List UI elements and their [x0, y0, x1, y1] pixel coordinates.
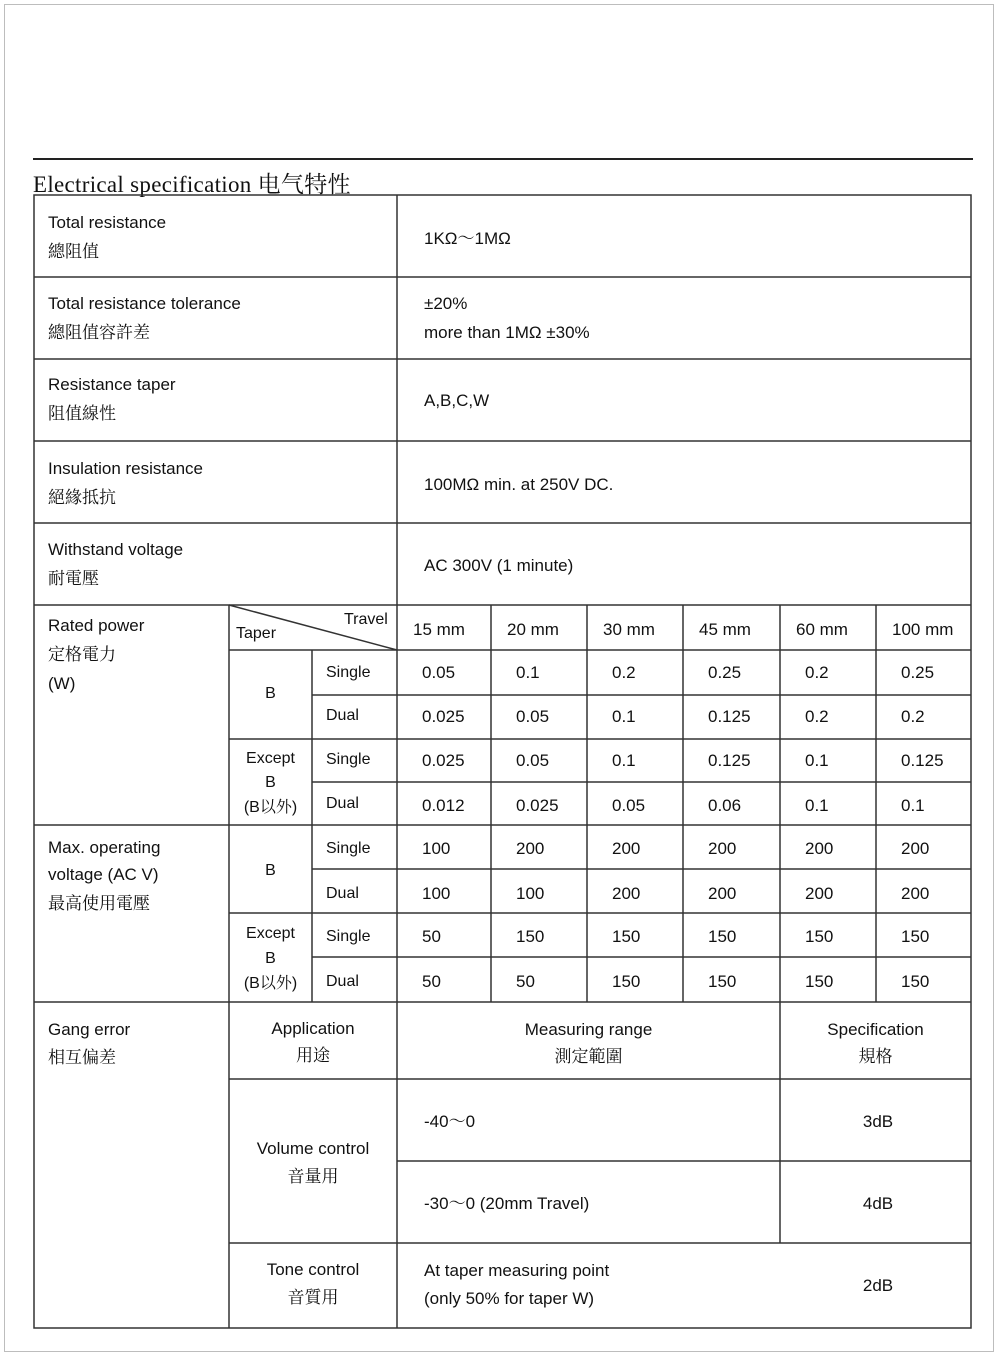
volume-range-1: -40～0 [424, 1112, 476, 1131]
travel-header-4: 60 mm [796, 620, 848, 639]
volume-spec-1: 3dB [862, 1112, 894, 1131]
max-voltage-label-zh: 最高使用電壓 [48, 894, 150, 913]
mv-eb-dual-cell-5: 150 [901, 972, 930, 991]
mv-b-dual-cell-2: 200 [612, 884, 641, 903]
rp-eb-dual-label: Dual [326, 795, 359, 812]
rp-eb-dual-cell-2: 0.05 [612, 796, 646, 815]
rated-power-label-en: Rated power [48, 616, 145, 635]
mv-eb-dual-label: Dual [326, 973, 359, 990]
tone-range-1: At taper measuring point [424, 1261, 610, 1280]
rp-b-single-cell-5: 0.25 [901, 663, 935, 682]
page-title: Electrical specification 电气特性 [33, 172, 351, 197]
mv-eb-single-cell-2: 150 [612, 927, 641, 946]
rp-eb-dual-cell-5: 0.1 [901, 796, 925, 815]
taper-label-zh: 阻值線性 [48, 404, 116, 423]
insulation-label-zh: 絕緣抵抗 [48, 488, 116, 507]
mv-b-dual-cell-0: 100 [422, 884, 451, 903]
travel-header-5: 100 mm [892, 620, 954, 639]
insulation-label-en: Insulation resistance [48, 459, 203, 478]
rp-b-single-cell-1: 0.1 [516, 663, 540, 682]
mv-eb-single-cell-3: 150 [708, 927, 737, 946]
rp-b-dual-cell-5: 0.2 [901, 707, 925, 726]
mv-eb-single-cell-5: 150 [901, 927, 930, 946]
volume-control-en: Volume control [256, 1139, 370, 1158]
header-travel: Travel [344, 611, 388, 628]
tolerance-label-en: Total resistance tolerance [48, 294, 241, 313]
tolerance-value-2: more than 1MΩ ±30% [424, 323, 590, 342]
mv-group-except-1: Except [246, 925, 295, 942]
mv-eb-dual-cell-2: 150 [612, 972, 641, 991]
mv-b-single-cell-5: 200 [901, 839, 930, 858]
mv-b-dual-cell-1: 100 [516, 884, 545, 903]
mv-group-b: B [265, 862, 276, 879]
mv-b-single-cell-2: 200 [612, 839, 641, 858]
gang-error-label-zh: 相互偏差 [48, 1048, 116, 1067]
mv-b-single-cell-1: 200 [516, 839, 545, 858]
mv-b-single-label: Single [326, 840, 371, 857]
withstand-label-en: Withstand voltage [48, 540, 184, 559]
tolerance-value-1: ±20% [424, 294, 468, 313]
gang-header-application-en: Application [271, 1019, 355, 1038]
gang-error-label-en: Gang error [48, 1020, 131, 1039]
mv-group-except-2: B [265, 950, 276, 967]
rp-b-single-cell-3: 0.25 [708, 663, 742, 682]
rp-group-except-2: B [265, 774, 276, 791]
rp-eb-single-cell-5: 0.125 [901, 751, 944, 770]
mv-eb-dual-cell-1: 50 [516, 972, 535, 991]
total-resistance-label-zh: 總阻值 [48, 242, 99, 261]
gang-header-range-zh: 測定範圍 [554, 1047, 623, 1066]
rp-b-single-cell-4: 0.2 [805, 663, 829, 682]
rp-b-single-cell-0: 0.05 [422, 663, 456, 682]
rated-power-unit: (W) [48, 674, 76, 693]
mv-b-dual-cell-5: 200 [901, 884, 930, 903]
mv-eb-dual-cell-4: 150 [805, 972, 834, 991]
mv-eb-single-cell-0: 50 [422, 927, 441, 946]
rp-b-dual-cell-4: 0.2 [805, 707, 829, 726]
rp-group-b: B [265, 685, 276, 702]
mv-eb-single-cell-4: 150 [805, 927, 834, 946]
volume-range-2: -30～0 (20mm Travel) [424, 1194, 590, 1213]
rp-b-single-cell-2: 0.2 [612, 663, 636, 682]
taper-label-en: Resistance taper [48, 375, 176, 394]
rp-b-dual-cell-3: 0.125 [708, 707, 751, 726]
travel-header-2: 30 mm [603, 620, 655, 639]
rp-b-dual-cell-0: 0.025 [422, 707, 465, 726]
insulation-value: 100MΩ min. at 250V DC. [424, 475, 614, 494]
rp-eb-single-cell-0: 0.025 [422, 751, 465, 770]
max-voltage-label-en-2: voltage (AC V) [48, 865, 159, 884]
withstand-label-zh: 耐電壓 [48, 569, 99, 588]
mv-group-except-3: (B以外) [243, 975, 298, 992]
mv-eb-single-label: Single [326, 928, 371, 945]
volume-spec-2: 4dB [862, 1194, 894, 1213]
rp-b-dual-cell-2: 0.1 [612, 707, 636, 726]
rp-eb-dual-cell-4: 0.1 [805, 796, 829, 815]
mv-b-single-cell-0: 100 [422, 839, 451, 858]
rp-eb-dual-cell-1: 0.025 [516, 796, 559, 815]
rp-group-except-3: (B以外) [243, 799, 298, 816]
rp-eb-dual-cell-3: 0.06 [708, 796, 742, 815]
taper-value: A,B,C,W [424, 391, 490, 410]
tolerance-label-zh: 總阻值容許差 [48, 323, 150, 342]
mv-b-dual-cell-4: 200 [805, 884, 834, 903]
rp-eb-single-cell-1: 0.05 [516, 751, 550, 770]
gang-header-spec-zh: 規格 [858, 1047, 893, 1066]
rp-b-dual-label: Dual [326, 707, 359, 724]
mv-b-dual-cell-3: 200 [708, 884, 737, 903]
rated-power-label-zh: 定格電力 [48, 645, 116, 664]
travel-header-1: 20 mm [507, 620, 559, 639]
travel-header-0: 15 mm [413, 620, 465, 639]
total-resistance-label-en: Total resistance [48, 213, 167, 232]
rp-eb-single-cell-4: 0.1 [805, 751, 829, 770]
gang-header-application-zh: 用途 [296, 1046, 330, 1065]
tone-spec: 2dB [862, 1276, 894, 1295]
tone-control-zh: 音質用 [287, 1288, 339, 1307]
mv-eb-dual-cell-3: 150 [708, 972, 737, 991]
rp-b-dual-cell-1: 0.05 [516, 707, 550, 726]
mv-eb-dual-cell-0: 50 [422, 972, 441, 991]
mv-b-dual-label: Dual [326, 885, 359, 902]
rp-eb-single-label: Single [326, 751, 371, 768]
gang-header-range-en: Measuring range [524, 1020, 653, 1039]
rp-eb-single-cell-3: 0.125 [708, 751, 751, 770]
rp-eb-dual-cell-0: 0.012 [422, 796, 465, 815]
tone-range-2: (only 50% for taper W) [424, 1289, 595, 1308]
travel-header-3: 45 mm [699, 620, 751, 639]
mv-eb-single-cell-1: 150 [516, 927, 545, 946]
mv-b-single-cell-3: 200 [708, 839, 737, 858]
mv-b-single-cell-4: 200 [805, 839, 834, 858]
total-resistance-value: 1KΩ～1MΩ [424, 229, 511, 248]
rp-eb-single-cell-2: 0.1 [612, 751, 636, 770]
rp-b-single-label: Single [326, 664, 371, 681]
volume-control-zh: 音量用 [287, 1167, 339, 1186]
rp-group-except-1: Except [246, 750, 295, 767]
gang-header-spec-en: Specification [827, 1020, 924, 1039]
tone-control-en: Tone control [266, 1260, 360, 1279]
withstand-value: AC 300V (1 minute) [424, 556, 574, 575]
header-taper: Taper [236, 625, 277, 642]
max-voltage-label-en-1: Max. operating [48, 838, 161, 857]
